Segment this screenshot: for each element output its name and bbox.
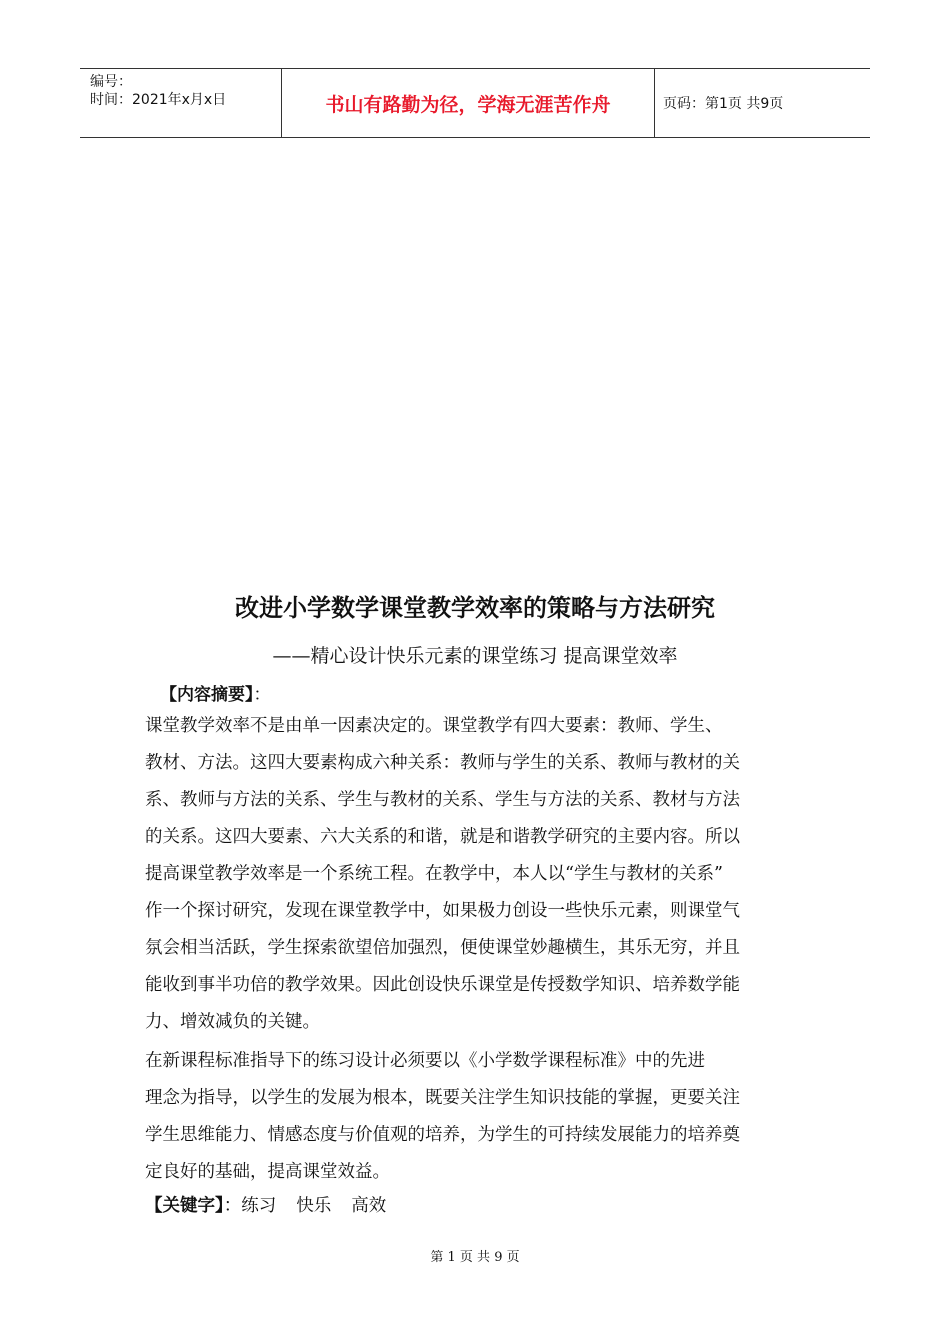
text-line: 系、教师与方法的关系、学生与教材的关系、学生与方法的关系、教材与方法 [145,790,740,810]
keyword: 快乐 [296,1196,332,1216]
text-line: 定良好的基础，提高课堂效益。 [145,1162,390,1182]
header-table [80,68,870,138]
text-line: 提高课堂教学效率是一个系统工程。在教学中，本人以“学生与教材的关系” [145,864,723,884]
abstract-paragraph-1 [145,708,815,1041]
number-label: 编号： [90,74,132,90]
page-info: 页码：第1页 共9页 [663,96,784,112]
header-motto-cell [282,69,655,137]
text-line: 的关系。这四大要素、六大关系的和谐，就是和谐教学研究的主要内容。所以 [145,827,740,847]
text-line: 学生思维能力、情感态度与价值观的培养，为学生的可持续发展能力的培养奠 [145,1125,740,1145]
keywords-label-suffix: ： [223,1196,242,1216]
abstract-label: 【内容摘要】 [160,685,254,705]
keyword: 高效 [351,1196,387,1216]
page-footer: 第 1 页 共 9 页 [430,1250,520,1265]
keywords-row [145,1192,406,1217]
header-page-cell [655,69,870,137]
motto: 书山有路勤为径，学海无涯苦作舟 [325,93,611,116]
text-line: 作一个探讨研究，发现在课堂教学中，如果极力创设一些快乐元素，则课堂气 [145,901,740,921]
document-title: 改进小学数学课堂教学效率的策略与方法研究 [235,594,715,622]
abstract-paragraph-2 [145,1043,815,1191]
text-line: 在新课程标准指导下的练习设计必须要以《小学数学课程标准》中的先进 [145,1051,705,1071]
header-meta-cell [80,69,282,137]
text-line: 教材、方法。这四大要素构成六种关系：教师与学生的关系、教师与教材的关 [145,753,740,773]
abstract-heading [160,680,271,705]
document-subtitle: ——精心设计快乐元素的课堂练习 提高课堂效率 [272,645,678,667]
abstract-label-suffix: ： [253,685,271,705]
text-line: 氛会相当活跃，学生探索欲望倍加强烈，便使课堂妙趣横生，其乐无穷，并且 [145,938,740,958]
text-line: 课堂教学效率不是由单一因素决定的。课堂教学有四大要素：教师、学生、 [145,716,723,736]
time-label: 时间：2021年x月x日 [90,92,227,108]
keyword: 练习 [241,1196,277,1216]
text-line: 力、增效减负的关键。 [145,1012,320,1032]
text-line: 理念为指导，以学生的发展为根本，既要关注学生知识技能的掌握，更要关注 [145,1088,740,1108]
keywords-label: 【关键字】 [145,1196,224,1216]
text-line: 能收到事半功倍的教学效果。因此创设快乐课堂是传授数学知识、培养数学能 [145,975,740,995]
